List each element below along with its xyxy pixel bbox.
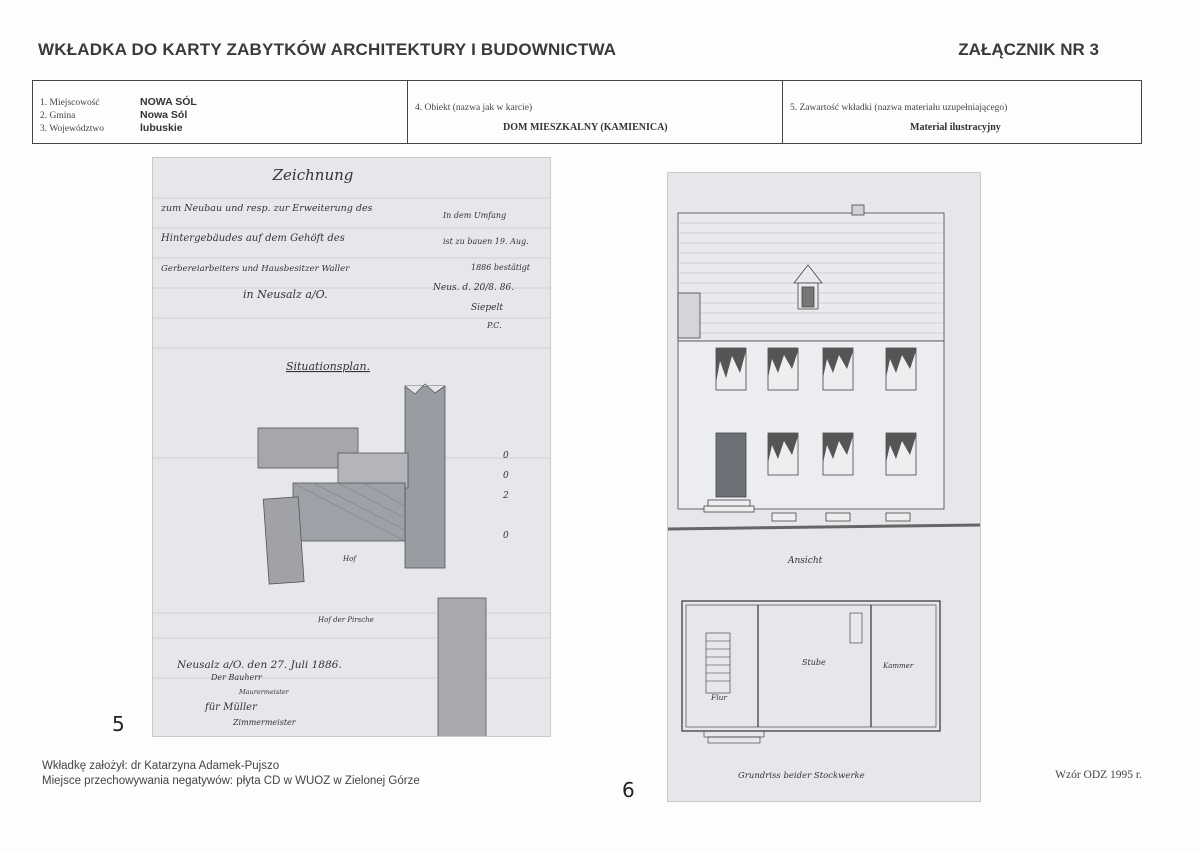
- svg-text:0: 0: [503, 531, 509, 541]
- dimension-marks: [502, 451, 509, 541]
- approval-stamp-line-2: ist zu bauen 19. Aug.: [443, 237, 529, 246]
- situation-plan-subtitle: Situationsplan.: [285, 360, 371, 373]
- drawing-line-3: Gerbereiarbeiters und Hausbesitzer Waller: [161, 264, 350, 274]
- voivodeship-value: lubuskie: [140, 122, 183, 134]
- attachment-number: ZAŁĄCZNIK NR 3: [958, 40, 1099, 59]
- plan-buildings: [258, 384, 486, 737]
- commune-value: Nowa Sól: [140, 109, 188, 121]
- content-label: 5. Zawartość wkładki (nazwa materiału uzupełniającego): [790, 103, 1008, 113]
- svg-text:0: 0: [503, 471, 509, 481]
- content-value: Materiał ilustracyjny: [910, 122, 1001, 133]
- info-table: [32, 80, 1142, 144]
- svg-text:2: 2: [503, 491, 509, 501]
- drawing-line-1: zum Neubau und resp. zur Erweiterung des: [161, 203, 373, 214]
- location-cell: [33, 81, 408, 143]
- founder-note: Wkładkę założył: dr Katarzyna Adamek-Pujszo: [42, 760, 280, 772]
- neighbor-yard-label: Hof der Pirsche: [318, 616, 374, 624]
- content-cell: [783, 81, 1141, 143]
- page-number-6: 6: [622, 778, 635, 802]
- room-kammer: Kammer: [883, 662, 914, 670]
- room-flur: Flur: [711, 693, 728, 702]
- commune-label: 2. Gmina: [40, 111, 76, 121]
- situation-plan-drawing: [152, 157, 551, 737]
- drawing-date: Neusalz a/O. den 27. Juli 1886.: [177, 659, 342, 671]
- approval-stamp-line-3: 1886 bestätigt: [471, 263, 530, 272]
- approval-stamp-line-6: P.C.: [487, 321, 502, 330]
- approval-stamp-line-5: Siepelt: [471, 303, 503, 313]
- town-label: 1. Miejscowość: [40, 98, 100, 108]
- page-number-5: 5: [112, 712, 125, 736]
- signature-owner: Der Bauherr: [211, 673, 262, 682]
- approval-stamp-line-4: Neus. d. 20/8. 86.: [433, 283, 515, 293]
- elevation-plan-svg: [668, 173, 981, 802]
- signature-carpenter: Zimmermeister: [233, 718, 296, 727]
- drawing-line-4: in Neusalz a/O.: [243, 288, 328, 301]
- room-stube: Stube: [802, 658, 826, 667]
- signature-mason: für Müller: [205, 702, 257, 713]
- template-note: Wzór ODZ 1995 r.: [1055, 769, 1142, 781]
- situation-plan-svg: [153, 158, 551, 737]
- document-title: WKŁADKA DO KARTY ZABYTKÓW ARCHITEKTURY I BUDOWNICTWA: [38, 40, 617, 59]
- object-cell: [408, 81, 783, 143]
- object-value: DOM MIESZKALNY (KAMIENICA): [503, 122, 668, 133]
- elevation-plan-drawing: [667, 172, 981, 802]
- approval-stamp-line-1: In dem Umfang: [443, 211, 507, 220]
- storage-note: Miejsce przechowywania negatywów: płyta CD w WUOZ w Zielonej Górze: [42, 775, 420, 787]
- signature-mason-title: Maurermeister: [239, 688, 289, 696]
- svg-text:0: 0: [503, 451, 509, 461]
- voivodeship-label: 3. Województwo: [40, 124, 104, 134]
- drawing-line-2: Hintergebäudes auf dem Gehöft des: [161, 233, 345, 244]
- yard-label: Hof: [343, 555, 356, 563]
- floor-plan-caption: Grundriss beider Stockwerke: [738, 771, 865, 781]
- building-elevation: [668, 205, 981, 529]
- town-value: NOWA SÓL: [140, 96, 197, 108]
- floor-plan: [682, 601, 940, 743]
- object-label: 4. Obiekt (nazwa jak w karcie): [415, 103, 533, 113]
- drawing-heading: Zeichnung: [272, 166, 354, 184]
- elevation-label: Ansicht: [788, 556, 823, 566]
